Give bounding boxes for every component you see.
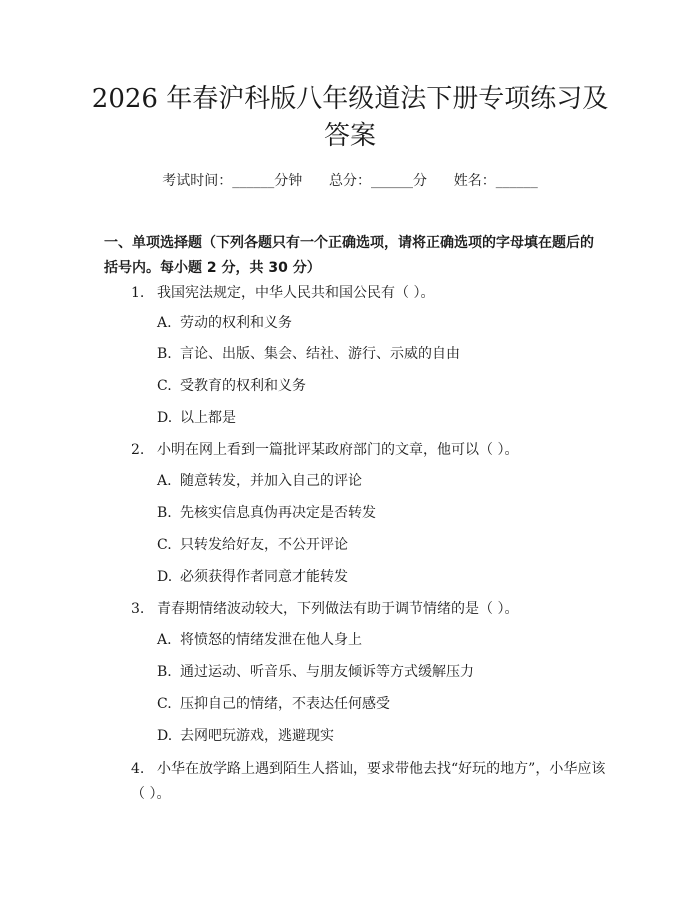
question-number: 4. xyxy=(131,761,145,777)
question-stem: 青春期情绪波动较大，下列做法有助于调节情绪的是（ ）。 xyxy=(157,601,519,617)
question-stem: 小明在网上看到一篇批评某政府部门的文章，他可以（ ）。 xyxy=(157,442,519,458)
option-letter: C. xyxy=(157,378,172,394)
option-text: 言论、出版、集会、结社、游行、示威的自由 xyxy=(180,346,460,362)
question-stem: 小华在放学路上遇到陌生人搭讪，要求带他去找“好玩的地方”，小华应该（ ）。 xyxy=(131,761,606,802)
option-letter: B. xyxy=(157,664,172,680)
question-number: 2. xyxy=(131,442,145,458)
option-text: 先核实信息真伪再决定是否转发 xyxy=(180,505,376,521)
document-title-line-2: 答案 xyxy=(323,121,376,151)
question-2 xyxy=(131,439,518,461)
option-text: 只转发给好友，不公开评论 xyxy=(180,537,348,553)
option-3b xyxy=(157,661,474,683)
section-heading: 一、单项选择题（下列各题只有一个正确选项，请将正确选项的字母填在题后的括号内。每小题 2 分，共 30 分） xyxy=(104,235,594,276)
option-text: 通过运动、听音乐、与朋友倾诉等方式缓解压力 xyxy=(180,664,474,680)
option-1c xyxy=(157,375,306,397)
option-text: 压抑自己的情绪，不表达任何感受 xyxy=(180,696,390,712)
option-2c xyxy=(157,534,348,556)
option-2b xyxy=(157,502,376,524)
option-text: 随意转发，并加入自己的评论 xyxy=(180,473,362,489)
option-3c xyxy=(157,693,390,715)
option-letter: B. xyxy=(157,505,172,521)
option-3a xyxy=(157,629,362,651)
option-1a xyxy=(157,312,292,334)
option-letter: B. xyxy=(157,346,172,362)
option-letter: C. xyxy=(157,696,172,712)
option-text: 将愤怒的情绪发泄在他人身上 xyxy=(180,632,362,648)
option-2a xyxy=(157,470,362,492)
option-letter: C. xyxy=(157,537,172,553)
exam-info-line: 考试时间：______分钟 总分：______分 姓名：______ xyxy=(162,173,538,189)
question-stem: 我国宪法规定，中华人民共和国公民有（ ）。 xyxy=(157,285,435,301)
option-1d xyxy=(157,407,236,429)
document-title-line-1: 2026 年春沪科版八年级道法下册专项练习及 xyxy=(91,84,609,114)
option-text: 受教育的权利和义务 xyxy=(180,378,306,394)
option-letter: A. xyxy=(157,632,172,648)
option-text: 以上都是 xyxy=(180,410,236,426)
question-number: 1. xyxy=(131,285,145,301)
question-3 xyxy=(131,598,518,620)
option-letter: A. xyxy=(157,473,172,489)
option-text: 必须获得作者同意才能转发 xyxy=(180,569,348,585)
option-letter: D. xyxy=(157,728,173,744)
option-text: 劳动的权利和义务 xyxy=(180,315,292,331)
question-number: 3. xyxy=(131,601,145,617)
option-letter: D. xyxy=(157,569,173,585)
option-letter: A. xyxy=(157,315,172,331)
option-3d xyxy=(157,725,334,747)
option-text: 去网吧玩游戏，逃避现实 xyxy=(180,728,334,744)
question-4 xyxy=(131,757,607,807)
option-letter: D. xyxy=(157,410,173,426)
option-1b xyxy=(157,343,460,365)
option-2d xyxy=(157,566,348,588)
question-1 xyxy=(131,282,434,304)
